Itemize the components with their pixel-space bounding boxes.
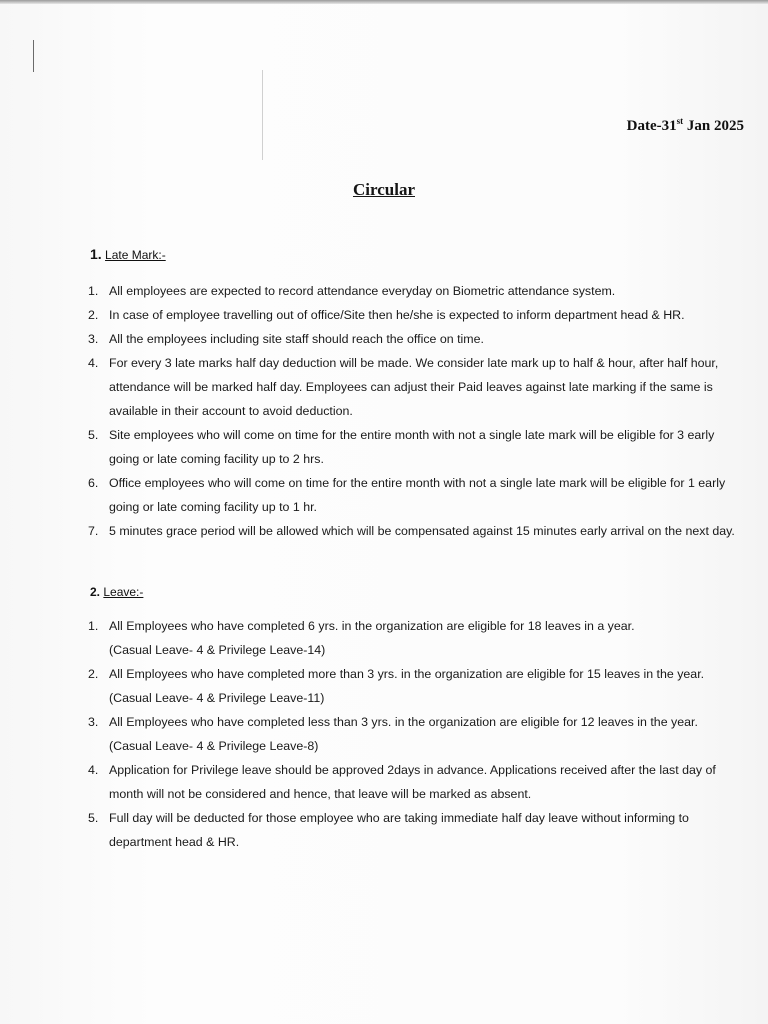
late-mark-list (88, 279, 738, 543)
list-item: 5. Full day will be deducted for those employee who are taking immediate half day leave without informing to department head & HR. (88, 811, 689, 849)
circular-date: Date-31st Jan 2025 (626, 116, 744, 134)
list-item: 4. Application for Privilege leave should be approved 2days in advance. Applications received after the last day of month will not be considered and hence, that leave will be marked as absent. (88, 763, 716, 801)
list-item: 1. All Employees who have completed 6 yrs. in the organization are eligible for 18 leaves in a year. (Casual Leave- 4 & Privilege Leave-14) (88, 619, 635, 657)
list-item: 1. All employees are expected to record attendance everyday on Biometric attendance system. (88, 284, 616, 298)
section-heading-leave: 2. Leave:- (90, 585, 144, 599)
list-item: 2. In case of employee travelling out of office/Site then he/she is expected to inform department head & HR. (88, 308, 685, 322)
margin-pen-mark (33, 40, 34, 72)
list-item: 5. Site employees who will come on time for the entire month with not a single late mark will be eligible for 3 early going or late coming facility up to 2 hrs. (88, 428, 715, 466)
page-title: Circular (352, 180, 415, 199)
list-item: 3. All Employees who have completed less than 3 yrs. in the organization are eligible for 12 leaves in the year. (Casual Leave- 4 & Privilege Leave-8) (88, 715, 698, 753)
list-item: 7. 5 minutes grace period will be allowed which will be compensated against 15 minutes early arrival on the next day. (88, 524, 735, 538)
scan-artifact-line (262, 70, 263, 160)
list-item: 3. All the employees including site staff should reach the office on time. (88, 332, 484, 346)
list-item: 4. For every 3 late marks half day deduction will be made. We consider late mark up to half & hour, after half hour, attendance will be marked half day. Employees can adjust their Paid leaves against late marking if the same is available in their account to avoid deduction. (88, 356, 719, 418)
scan-top-edge (0, 0, 768, 4)
list-item: 2. All Employees who have completed more than 3 yrs. in the organization are eligible for 15 leaves in the year. (Casual Leave- 4 & Privilege Leave-11) (88, 667, 705, 705)
list-item: 6. Office employees who will come on time for the entire month with not a single late mark will be eligible for 1 early going or late coming facility up to 1 hr. (88, 476, 726, 514)
leave-list (88, 614, 738, 854)
section-heading-late-mark: 1. Late Mark:- (90, 246, 166, 262)
